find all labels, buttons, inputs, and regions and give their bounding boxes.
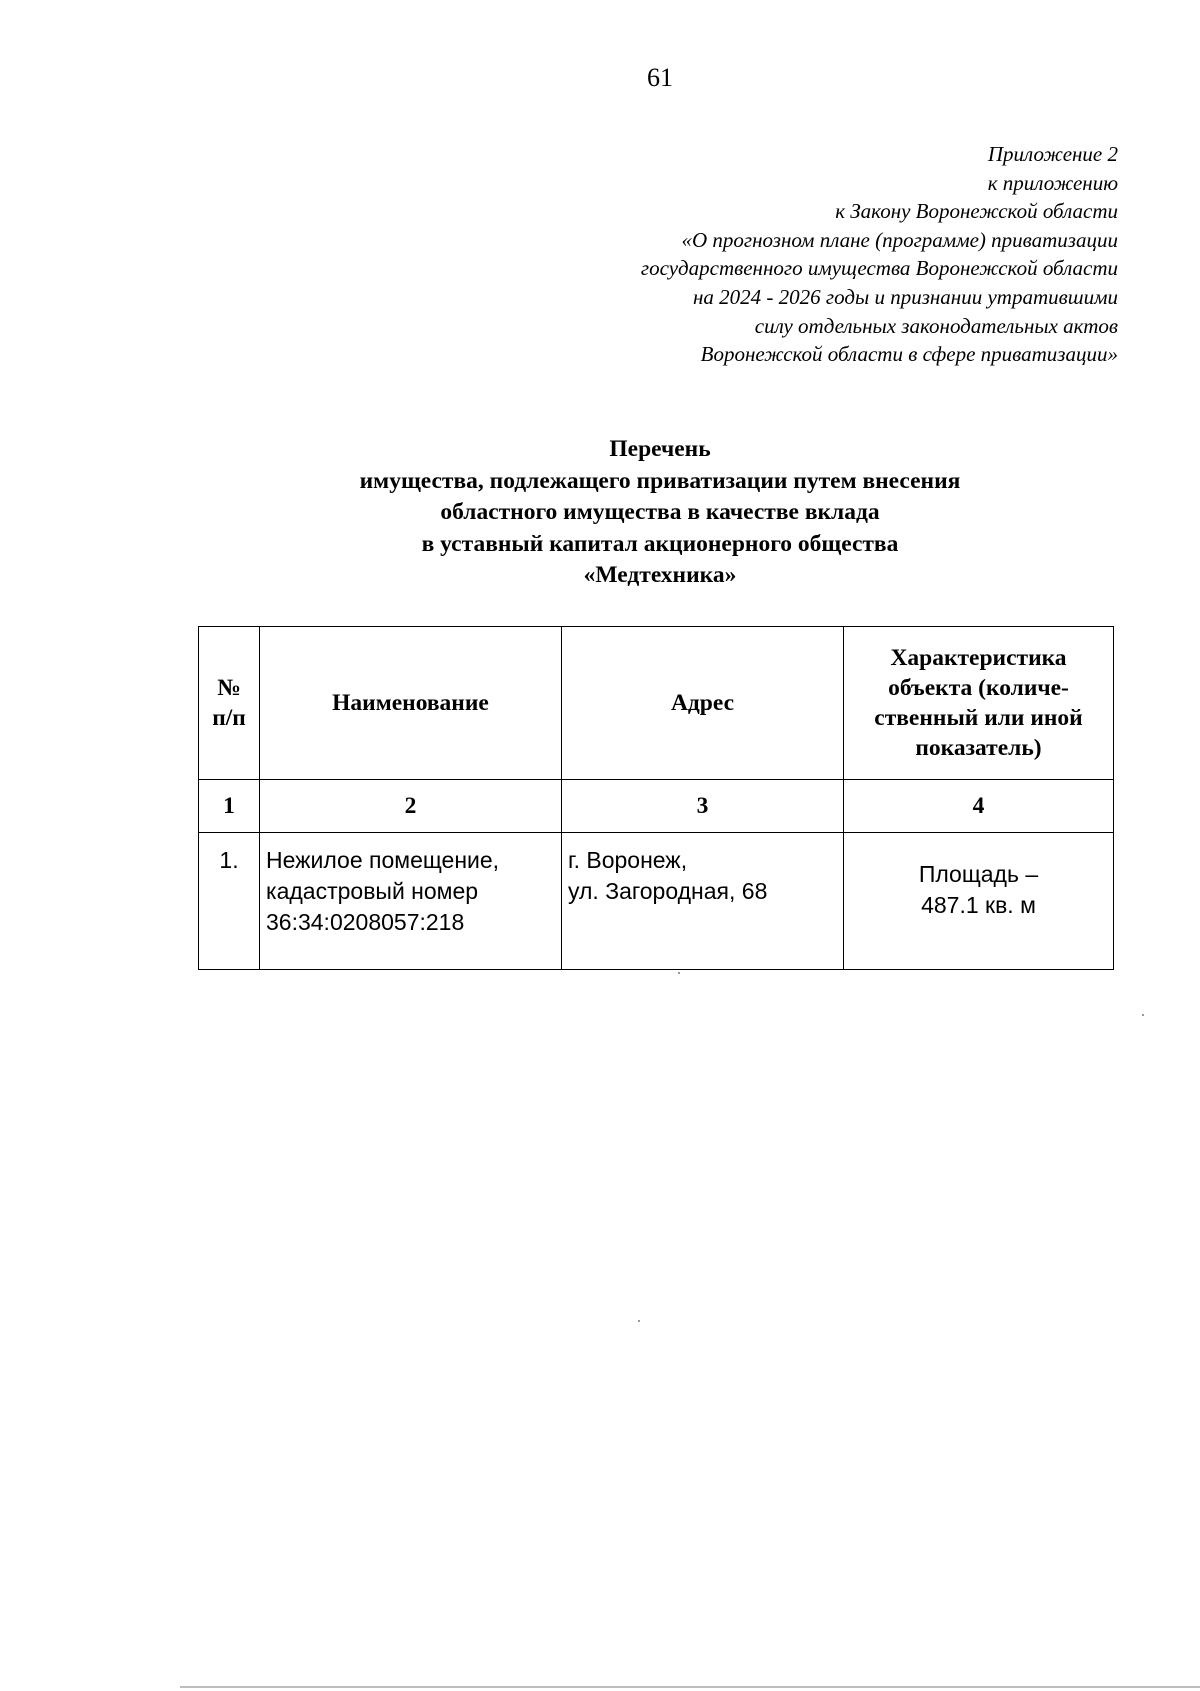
table-row	[199, 833, 1114, 970]
header-no-line: п/п	[212, 705, 246, 731]
row-name	[260, 833, 562, 970]
column-number: 1	[199, 780, 260, 833]
row-name-line: Нежилое помещение,	[266, 847, 500, 873]
header-char-line: Характеристика	[890, 645, 1067, 671]
column-number-row	[199, 780, 1114, 833]
row-characteristic-line: Площадь –	[918, 861, 1039, 887]
row-address-line: г. Воронеж,	[568, 847, 688, 873]
page-number: 61	[647, 63, 673, 92]
row-name-line: 36:34:0208057:218	[266, 909, 465, 935]
header-char-line: объекта (количе-	[888, 675, 1069, 701]
appendix-header	[498, 140, 1118, 369]
column-number: 4	[844, 780, 1114, 833]
header-name	[260, 627, 562, 780]
appendix-line: на 2024 - 2026 годы и признании утратившими	[693, 284, 1118, 309]
row-characteristic	[844, 833, 1114, 970]
title-line: Перечень	[609, 436, 711, 462]
property-table	[198, 626, 1114, 970]
column-number: 2	[260, 780, 562, 833]
document-title	[200, 434, 1120, 592]
scan-speck	[1142, 1014, 1144, 1016]
appendix-line: Воронежской области в сфере приватизации»	[700, 342, 1118, 367]
header-address-label: Адрес	[670, 690, 735, 716]
appendix-line: государственного имущества Воронежской области	[640, 256, 1118, 281]
title-line: имущества, подлежащего приватизации путем внесения	[359, 467, 961, 494]
header-no-line: №	[217, 675, 241, 701]
scan-speck	[638, 1320, 640, 1322]
title-line: областного имущества в качестве вклада	[440, 499, 880, 525]
column-number: 3	[562, 780, 844, 833]
header-char-line: показатель)	[915, 735, 1042, 761]
row-number: 1.	[199, 833, 260, 970]
title-line: в уставный капитал акционерного общества	[421, 530, 899, 557]
row-address-line: ул. Загородная, 68	[568, 878, 768, 904]
scan-edge	[180, 1686, 1200, 1688]
appendix-line: к приложению	[987, 170, 1118, 195]
scan-speck	[678, 972, 680, 974]
appendix-line: Приложение 2	[987, 142, 1118, 166]
appendix-line: к Закону Воронежской области	[835, 199, 1118, 224]
header-no	[199, 627, 260, 780]
header-address	[562, 627, 844, 780]
row-characteristic-line: 487.1 кв. м	[921, 892, 1036, 918]
title-line: «Медтехника»	[583, 562, 737, 588]
appendix-line: «О прогнозном плане (программе) приватизации	[681, 227, 1118, 252]
row-address	[562, 833, 844, 970]
header-name-label: Наименование	[332, 690, 489, 716]
header-char-line: ственный или иной	[874, 705, 1083, 731]
table-header-row	[199, 627, 1114, 780]
appendix-line: силу отдельных законодательных актов	[754, 313, 1118, 338]
row-name-line: кадастровый номер	[266, 878, 479, 904]
header-characteristic	[844, 627, 1114, 780]
